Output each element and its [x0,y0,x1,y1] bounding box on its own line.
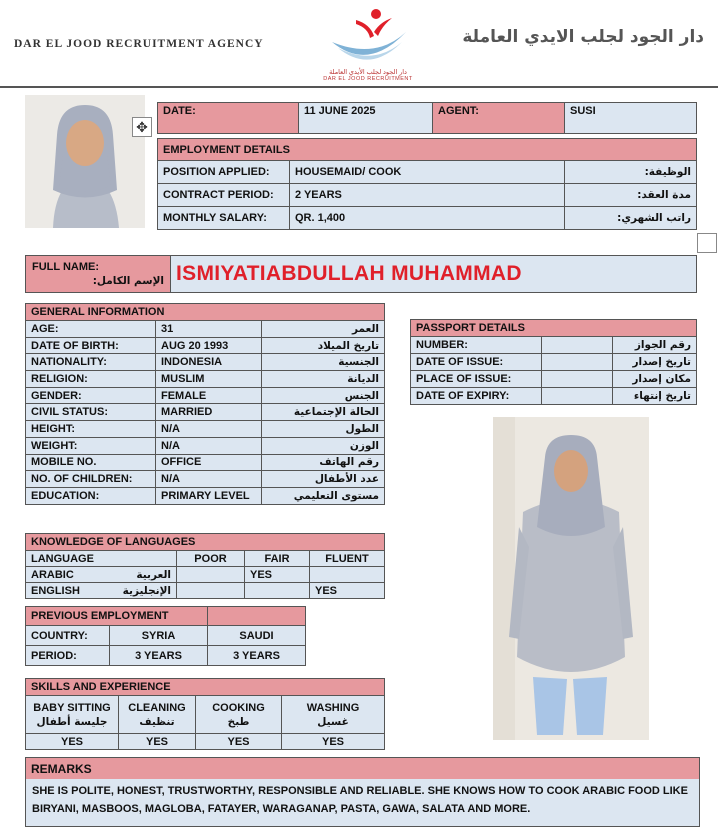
position-label: POSITION APPLIED: [158,161,290,184]
row-ar: تاريخ إنتهاء [613,388,697,405]
row-value: N/A [156,421,262,438]
table-row [26,337,385,354]
period-2: 3 YEARS [208,646,306,666]
lang-fair: YES [245,567,310,583]
salary-label: MONTHLY SALARY: [158,207,290,230]
agency-name-ar: دار الجود لجلب الايدي العاملة [462,27,704,47]
full-name-value: ISMIYATIABDULLAH MUHAMMAD [171,256,697,293]
row-value: PRIMARY LEVEL [156,487,262,504]
row-ar: عدد الأطفال [262,471,385,488]
salary-label-ar: راتب الشهري: [565,207,697,230]
table-row [26,371,385,388]
row-value: FEMALE [156,387,262,404]
skill-header [26,696,119,734]
table-row [26,387,385,404]
row-value: MUSLIM [156,371,262,388]
row-label: PLACE OF ISSUE: [411,371,542,388]
move-handle-icon[interactable]: ✥ [132,117,152,137]
passport-title: PASSPORT DETAILS [411,320,697,337]
period-1: 3 YEARS [110,646,208,666]
table-row [26,454,385,471]
row-ar: العمر [262,321,385,338]
row-ar: مستوى التعليمي [262,487,385,504]
row-label: DATE OF EXPIRY: [411,388,542,405]
row-label: NUMBER: [411,337,542,354]
table-row [26,646,306,666]
table-row [411,337,697,354]
row-value: 31 [156,321,262,338]
skill-value: YES [26,734,119,750]
row-label: RELIGION: [26,371,156,388]
lang-name: ENGLISH [26,583,93,599]
row-label: EDUCATION: [26,487,156,504]
row-label: NATIONALITY: [26,354,156,371]
row-value: OFFICE [156,454,262,471]
lang-name-ar: العربية [93,567,177,583]
row-value: MARRIED [156,404,262,421]
skill-value: YES [282,734,385,750]
date-value: 11 JUNE 2025 [299,103,433,134]
languages-table [25,533,385,599]
skill-value: YES [196,734,282,750]
skill-name-ar: تنظيف [139,715,175,728]
skill-name-ar: غسيل [317,715,349,728]
skill-name: CLEANING [128,701,186,714]
previous-employment-table [25,606,306,666]
table-row [26,626,306,646]
general-info-title: GENERAL INFORMATION [26,304,385,321]
lang-header-language: LANGUAGE [26,551,177,567]
row-label: DATE OF ISSUE: [411,354,542,371]
row-ar: الديانة [262,371,385,388]
date-label: DATE: [158,103,299,134]
lang-name-ar: الإنجليزية [93,583,177,599]
row-ar: الجنس [262,387,385,404]
lang-header-fair: FAIR [245,551,310,567]
remarks-header [25,757,700,780]
full-name-label: FULL NAME: [32,261,100,273]
table-row [411,354,697,371]
contract-value: 2 YEARS [290,184,565,207]
table-row [26,321,385,338]
remarks-text: SHE IS POLITE, HONEST, TRUSTWORTHY, RESPONSIBLE AND RELIABLE. SHE KNOWS HOW TO COOK ARABIC FOOD LIKE BIRYANI, MASBOOS, MAGLOBA, FATAYER, WARAGANAP, PASTA, GAWA, SALATA AND MORE. [25,779,700,827]
row-ar: الحالة الإجتماعية [262,404,385,421]
row-ar: تاريخ الميلاد [262,337,385,354]
salary-value: QR. 1,400 [290,207,565,230]
row-label: NO. OF CHILDREN: [26,471,156,488]
row-value [542,354,613,371]
table-row [26,583,385,599]
table-row [26,421,385,438]
skill-name: BABY SITTING [33,701,111,714]
table-row [26,471,385,488]
table-row [26,567,385,583]
lang-name: ARABIC [26,567,93,583]
general-info-table [25,303,385,505]
skills-table [25,678,385,750]
table-row [411,388,697,405]
row-label: WEIGHT: [26,437,156,454]
contract-label-ar: مدة العقد: [565,184,697,207]
table-row [26,354,385,371]
contract-label: CONTRACT PERIOD: [158,184,290,207]
employment-title: EMPLOYMENT DETAILS [158,139,697,161]
row-label: DATE OF BIRTH: [26,337,156,354]
table-row [411,371,697,388]
country-label: COUNTRY: [26,626,110,646]
meta-table [157,102,697,134]
agent-value: SUSI [565,103,697,134]
lang-fair [245,583,310,599]
table-row [26,487,385,504]
previous-employment-title: PREVIOUS EMPLOYMENT [26,607,208,626]
row-label: GENDER: [26,387,156,404]
row-ar: الجنسية [262,354,385,371]
header-divider [0,86,718,88]
lang-header-fluent: FLUENT [310,551,385,567]
row-ar: رقم الجواز [613,337,697,354]
row-ar: الطول [262,421,385,438]
period-label: PERIOD: [26,646,110,666]
passport-table [410,319,697,405]
row-value: N/A [156,471,262,488]
table-row [26,437,385,454]
applicant-photo-portrait [25,95,145,228]
lang-poor [177,583,245,599]
agent-label: AGENT: [433,103,565,134]
skill-header [282,696,385,734]
skill-name: WASHING [306,701,360,714]
lang-fluent: YES [310,583,385,599]
row-ar: رقم الهاتف [262,454,385,471]
full-name-label-ar: الإسم الكامل: [92,275,164,287]
skill-name-ar: جليسة أطفال [36,715,108,728]
logo-figure-icon [318,2,418,68]
position-label-ar: الوظيفة: [565,161,697,184]
checkbox-square-icon[interactable] [697,233,717,253]
row-value [542,388,613,405]
country-1: SYRIA [110,626,208,646]
country-2: SAUDI [208,626,306,646]
row-ar: تاريخ إصدار [613,354,697,371]
row-label: MOBILE NO. [26,454,156,471]
remarks-title: REMARKS [26,758,700,780]
skill-value: YES [119,734,196,750]
skill-header [196,696,282,734]
table-row [158,207,697,230]
skill-name-ar: طبخ [227,715,250,728]
row-value: INDONESIA [156,354,262,371]
row-value [542,371,613,388]
lang-fluent [310,567,385,583]
agency-name-en: DAR EL JOOD RECRUITMENT AGENCY [14,38,264,50]
row-ar: مكان إصدار [613,371,697,388]
position-value[interactable]: HOUSEMAID/ COOK [290,161,565,184]
row-label: CIVIL STATUS: [26,404,156,421]
row-label: HEIGHT: [26,421,156,438]
table-row [158,161,697,184]
lang-header-poor: POOR [177,551,245,567]
skill-name: COOKING [212,701,265,714]
row-value: AUG 20 1993 [156,337,262,354]
row-value [542,337,613,354]
row-label: AGE: [26,321,156,338]
row-ar: الوزن [262,437,385,454]
row-value: N/A [156,437,262,454]
skill-header [119,696,196,734]
applicant-photo-full-body [493,417,649,740]
table-row [158,184,697,207]
lang-poor [177,567,245,583]
employment-table [157,138,697,230]
agency-logo: دار الجود لجلب الأيدي العاملة DAR EL JOOD RECRUITMENT [318,2,418,84]
languages-title: KNOWLEDGE OF LANGUAGES [26,534,385,551]
table-row [26,404,385,421]
skills-title: SKILLS AND EXPERIENCE [26,679,385,696]
full-name-table [25,255,697,293]
